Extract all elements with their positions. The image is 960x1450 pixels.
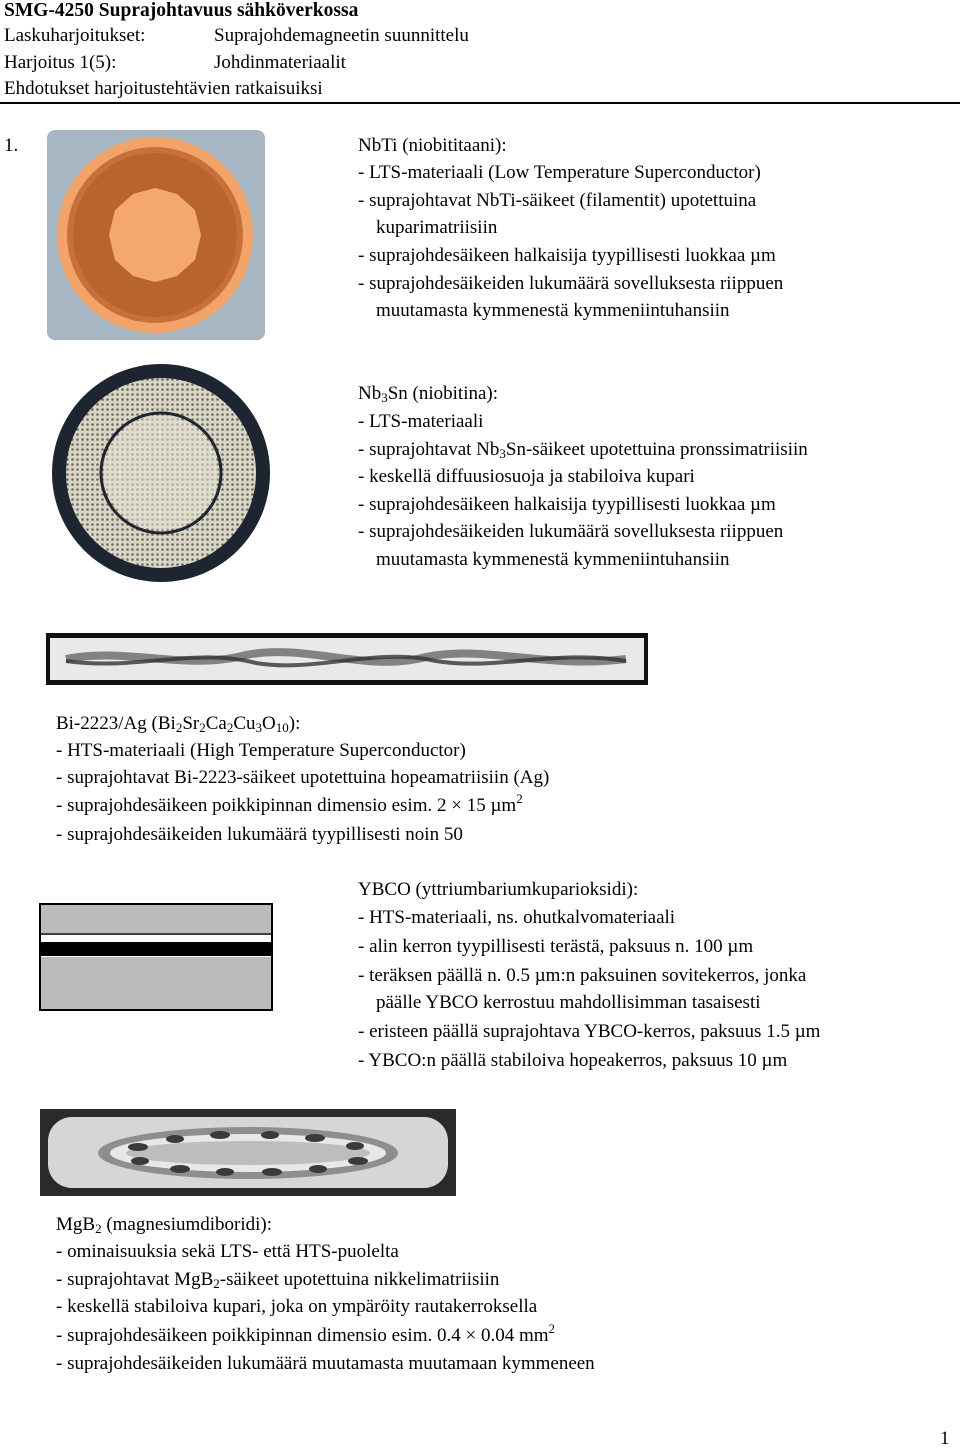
- ybco-line: - alin kerron tyypillisesti terästä, paksuus n. 100 µm: [358, 936, 754, 957]
- bi2223-line: - suprajohtavat Bi-2223-säikeet upotettuina hopeamatriisiin (Ag): [56, 767, 550, 788]
- mgb2-cross-section-image: [40, 1109, 456, 1196]
- header-row1-label: Laskuharjoitukset:: [4, 25, 146, 46]
- nb3sn-line: - suprajohdesäikeiden lukumäärä sovelluksesta riippuen: [358, 521, 784, 542]
- ybco-line: - HTS-materiaali, ns. ohutkalvomateriaali: [358, 907, 676, 928]
- header-subtitle: Ehdotukset harjoitustehtävien ratkaisuiksi: [4, 78, 323, 99]
- nb3sn-line: muutamasta kymmenestä kymmeniintuhansiin: [376, 549, 730, 570]
- ybco-heading: YBCO (yttriumbariumkuparioksidi):: [358, 879, 639, 900]
- nb3sn-line: - suprajohtavat $Nb_3Sn$-säikeet upotettuina pronssimatriisiin: [358, 439, 808, 461]
- bi2223-line: - HTS-materiaali (High Temperature Superconductor): [56, 740, 466, 761]
- nb3sn-heading: $Nb_3Sn$ (niobitina):: [358, 383, 499, 405]
- bi2223-line: - suprajohdesäikeen poikkipinnan dimensio esim. 2 × 15 µm$^2$: [56, 791, 523, 816]
- ybco-layers-image: [39, 903, 273, 1011]
- ybco-line: päälle YBCO kerrostuu mahdollisimman tasaisesti: [376, 992, 761, 1013]
- page-number: 1: [940, 1428, 950, 1449]
- bi2223-tape-image: [46, 633, 648, 685]
- header-row2-value: Johdinmateriaalit: [214, 52, 346, 73]
- nb3sn-cross-section-image: [50, 362, 272, 584]
- header-row1-value: Suprajohdemagneetin suunnittelu: [214, 25, 469, 46]
- nbti-line: - LTS-materiaali (Low Temperature Superconductor): [358, 162, 761, 183]
- course-title: SMG-4250 Suprajohtavuus sähköverkossa: [4, 0, 359, 21]
- nbti-line: - suprajohtavat NbTi-säikeet (filamentit) upotettuina: [358, 190, 757, 211]
- nbti-line: - suprajohdesäikeen halkaisija tyypillisesti luokkaa µm: [358, 245, 776, 266]
- ybco-line: - eristeen päällä suprajohtava YBCO-kerros, paksuus 1.5 µm: [358, 1021, 821, 1042]
- nbti-line: kuparimatriisiin: [376, 217, 498, 238]
- mgb2-line: - keskellä stabiloiva kupari, joka on ympäröity rautakerroksella: [56, 1296, 538, 1317]
- mgb2-heading: MgB$_2$ (magnesiumdiboridi):: [56, 1214, 273, 1236]
- mgb2-line: - suprajohdesäikeiden lukumäärä muutamasta muutamaan kymmeneen: [56, 1353, 595, 1374]
- nbti-cross-section-image: [47, 130, 265, 340]
- nb3sn-line: - suprajohdesäikeen halkaisija tyypillisesti luokkaa µm: [358, 494, 776, 515]
- nb3sn-line: - LTS-materiaali: [358, 411, 484, 432]
- header-divider: [0, 102, 960, 104]
- nbti-line: - suprajohdesäikeiden lukumäärä sovelluksesta riippuen: [358, 273, 784, 294]
- header-row2-label: Harjoitus 1(5):: [4, 52, 117, 73]
- task-number: 1.: [4, 135, 19, 156]
- ybco-line: - YBCO:n päällä stabiloiva hopeakerros, paksuus 10 µm: [358, 1050, 788, 1071]
- mgb2-line: - ominaisuuksia sekä LTS- että HTS-puolelta: [56, 1241, 399, 1262]
- bi2223-line: - suprajohdesäikeiden lukumäärä tyypillisesti noin 50: [56, 824, 463, 845]
- nb3sn-line: - keskellä diffuusiosuoja ja stabiloiva kupari: [358, 466, 695, 487]
- mgb2-line: - suprajohdesäikeen poikkipinnan dimensio esim. 0.4 × 0.04 $mm^2$: [56, 1321, 556, 1346]
- ybco-line: - teräksen päällä n. 0.5 µm:n paksuinen sovitekerros, jonka: [358, 965, 807, 986]
- bi2223-heading: Bi-2223/Ag $(Bi_2Sr_2Ca_2Cu_3O_{10})$:: [56, 713, 301, 735]
- mgb2-line: - suprajohtavat MgB$_2$-säikeet upotettuina nikkelimatriisiin: [56, 1269, 500, 1291]
- nbti-line: muutamasta kymmenestä kymmeniintuhansiin: [376, 300, 730, 321]
- nbti-heading: NbTi (niobititaani):: [358, 135, 507, 156]
